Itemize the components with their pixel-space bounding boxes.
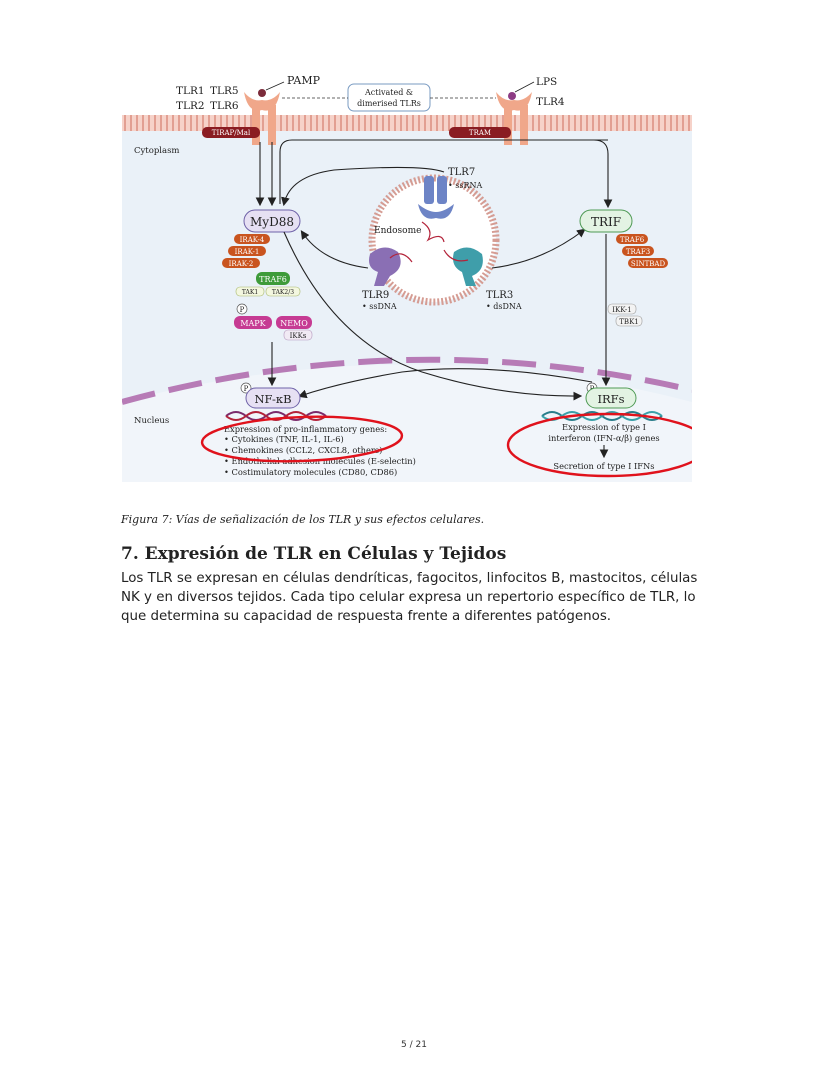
phospho-label-nfkb: P bbox=[243, 385, 249, 393]
trif-label: TRIF bbox=[590, 215, 622, 229]
ikks-label: IKKs bbox=[289, 332, 307, 340]
tlr-signaling-figure bbox=[122, 72, 692, 482]
tlr7-ligand: • ssRNA bbox=[448, 181, 483, 190]
section-paragraph: Los TLR se expresan en células dendríticas, fagocitos, linfocitos B, mastocitos, células NK y en diversos tejidos. Cada tipo celular expresa un repertorio específico de TLR, lo que determina su capacidad de respuesta frente a diferentes patógenos. bbox=[121, 571, 698, 624]
ifn-secretion: Secretion of type I IFNs bbox=[553, 461, 655, 471]
tram-label: TRAM bbox=[468, 129, 492, 137]
cytoplasm-label: Cytoplasm bbox=[134, 146, 180, 156]
pro-item-chemokines: • Chemokines (CCL2, CXCL8, others) bbox=[224, 445, 383, 455]
page-number: 5 / 21 bbox=[401, 1040, 427, 1050]
traf6-right-label: TRAF6 bbox=[619, 236, 645, 244]
nucleus-label: Nucleus bbox=[134, 416, 170, 426]
irak2-label: IRAK-2 bbox=[228, 260, 254, 268]
pro-item-cytokines: • Cytokines (TNF, IL-1, IL-6) bbox=[224, 434, 344, 444]
ifn-line1: Expression of type I bbox=[562, 422, 646, 432]
tbk1-label: TBK1 bbox=[619, 318, 639, 326]
ikk1-label: IKK-1 bbox=[612, 306, 632, 314]
myd88-label: MyD88 bbox=[250, 215, 294, 229]
irak4-label: IRAK-4 bbox=[239, 236, 265, 244]
tlr7-label: TLR7 bbox=[448, 167, 476, 178]
traf3-label: TRAF3 bbox=[625, 248, 651, 256]
irfs-label: IRFs bbox=[597, 392, 625, 406]
tlr3-label: TLR3 bbox=[486, 290, 514, 301]
tlr3-ligand: • dsDNA bbox=[486, 302, 522, 311]
tak23-label: TAK2/3 bbox=[271, 289, 295, 296]
pro-item-costimulatory: • Costimulatory molecules (CD80, CD86) bbox=[224, 467, 398, 477]
sintbad-label: SINTBAD bbox=[630, 260, 666, 268]
lps-label: LPS bbox=[536, 76, 558, 88]
tlr6-label: TLR6 bbox=[210, 100, 239, 112]
figure-caption: Figura 7: Vías de señalización de los TLR y sus efectos celulares. bbox=[121, 513, 485, 526]
tirap-label: TIRAP/Mal bbox=[211, 129, 251, 137]
mapk-label: MAPK bbox=[240, 319, 266, 328]
tak1-label: TAK1 bbox=[241, 289, 259, 296]
activated-line1: Activated & bbox=[364, 88, 414, 97]
irak1-label: IRAK-1 bbox=[234, 248, 260, 256]
tlr4-label: TLR4 bbox=[536, 96, 565, 108]
tlr1-label: TLR1 bbox=[176, 85, 205, 97]
pro-inflammatory-title: Expression of pro-inflammatory genes: bbox=[224, 424, 388, 434]
section-heading: 7. Expresión de TLR en Células y Tejidos bbox=[121, 544, 507, 564]
phospho-label-left: P bbox=[239, 306, 245, 314]
nemo-label: NEMO bbox=[280, 319, 308, 328]
endosome-label: Endosome bbox=[374, 226, 422, 236]
pamp-label: PAMP bbox=[287, 74, 320, 87]
activated-line2: dimerised TLRs bbox=[357, 99, 421, 108]
nfkb-label: NF-κB bbox=[254, 392, 292, 406]
ifn-line2: interferon (IFN-α/β) genes bbox=[548, 433, 660, 443]
tlr5-label: TLR5 bbox=[210, 85, 239, 97]
tlr9-ligand: • ssDNA bbox=[362, 302, 397, 311]
tlr2-label: TLR2 bbox=[176, 100, 205, 112]
traf6-left-label: TRAF6 bbox=[259, 275, 287, 284]
pro-item-adhesion: • Endothelial adhesion molecules (E-selectin) bbox=[224, 456, 416, 466]
tlr9-label: TLR9 bbox=[362, 290, 390, 301]
